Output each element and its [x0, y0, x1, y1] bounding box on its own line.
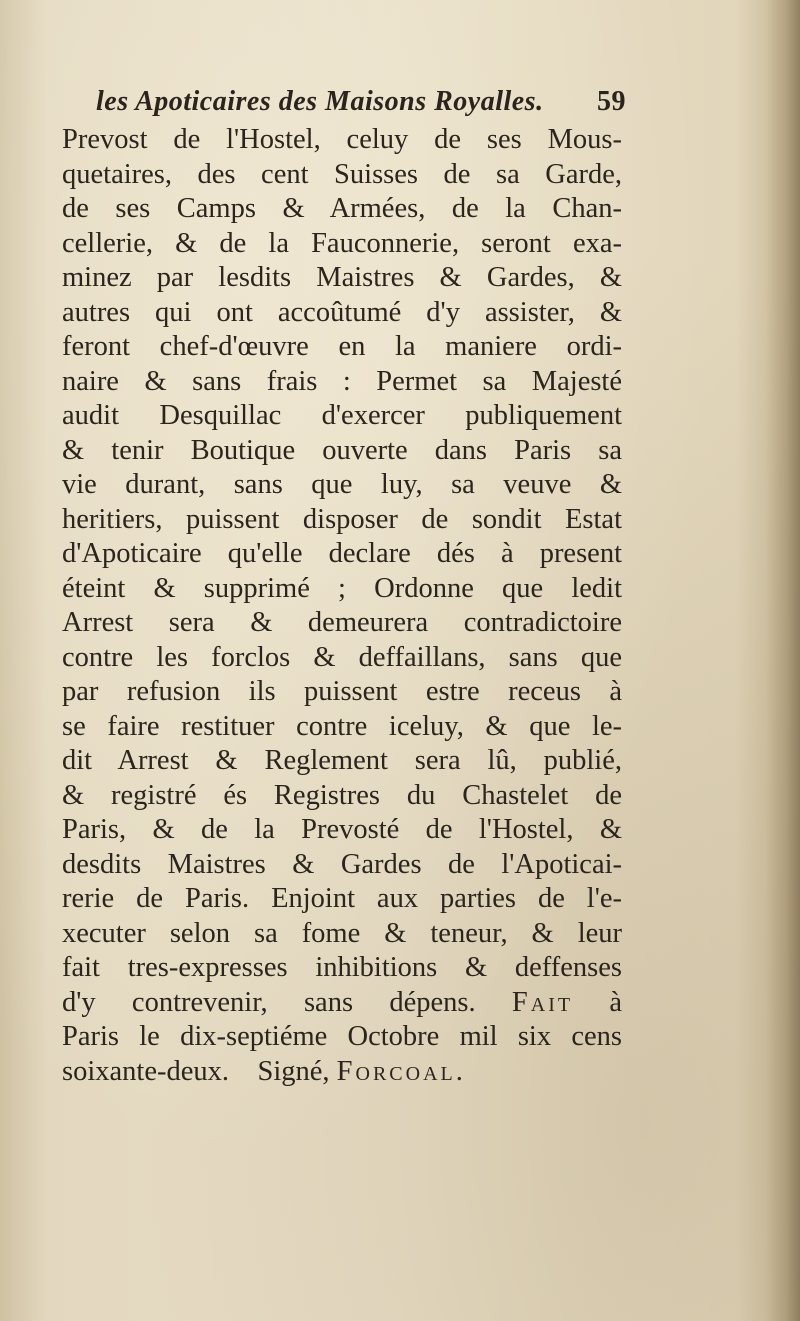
text-line: rerie de Paris. Enjoint aux parties de l'e- — [62, 883, 622, 914]
fait-a: à — [609, 986, 623, 1018]
text-line: feront chef-d'œuvre en la maniere ordi- — [62, 331, 622, 362]
text-line: heritiers, puissent disposer de sondit Estat — [62, 503, 622, 535]
text-line: contre les forclos & deffaillans, sans que — [62, 641, 622, 673]
text-line: quetaires, des cent Suisses de sa Garde, — [62, 158, 622, 190]
text-line: & registré és Registres du Chastelet de — [62, 779, 622, 811]
page-gutter-shadow — [766, 0, 800, 1321]
text-line: vie durant, sans que luy, sa veuve & — [62, 469, 622, 500]
text-line: naire & sans frais : Permet sa Majesté — [62, 365, 622, 397]
text-line: éteint & supprimé ; Ordonne que ledit — [62, 572, 622, 604]
text-line: audit Desquillac d'exercer publiquement — [62, 400, 622, 431]
body-text — [62, 123, 622, 1089]
text-line: se faire restituer contre iceluy, & que le- — [62, 710, 622, 742]
text-line: Prevost de l'Hostel, celuy de ses Mous- — [62, 124, 622, 155]
signed-label: Signé, — [257, 1055, 330, 1087]
text-line: par refusion ils puissent estre receus à — [62, 676, 622, 707]
text-line: dit Arrest & Reglement sera lû, publié, — [62, 745, 622, 776]
page-number: 59 — [597, 86, 626, 117]
text-line: cellerie, & de la Fauconnerie, seront exa- — [62, 227, 622, 259]
fait-smallcaps: Fait — [511, 986, 574, 1018]
text-line: Arrest sera & demeurera contradictoire — [62, 607, 622, 638]
text-line: Paris le dix-septiéme Octobre mil six cens — [62, 1021, 622, 1052]
text-line: xecuter selon sa fome & teneur, & leur — [62, 917, 622, 949]
text-line-with-fait — [62, 986, 622, 1021]
closing-line — [62, 1055, 622, 1090]
text-line: Paris, & de la Prevosté de l'Hostel, & — [62, 814, 622, 845]
text-line: & tenir Boutique ouverte dans Paris sa — [62, 434, 622, 466]
text-line: minez par lesdits Maistres & Gardes, & — [62, 262, 622, 293]
closing-date: soixante-deux. — [62, 1055, 229, 1087]
text-line-start: d'y contrevenir, sans dépens. — [62, 986, 476, 1018]
text-line: desdits Maistres & Gardes de l'Apoticai- — [62, 848, 622, 880]
text-line: de ses Camps & Armées, de la Chan- — [62, 193, 622, 224]
page-header — [96, 80, 626, 126]
text-line: d'Apoticaire qu'elle declare dés à present — [62, 538, 622, 569]
text-line: fait tres-expresses inhibitions & deffenses — [62, 952, 622, 983]
text-line: autres qui ont accoûtumé d'y assister, & — [62, 296, 622, 328]
signatory-name: Forcoal. — [336, 1055, 466, 1087]
running-title: les Apoticaires des Maisons Royalles. — [96, 86, 544, 117]
